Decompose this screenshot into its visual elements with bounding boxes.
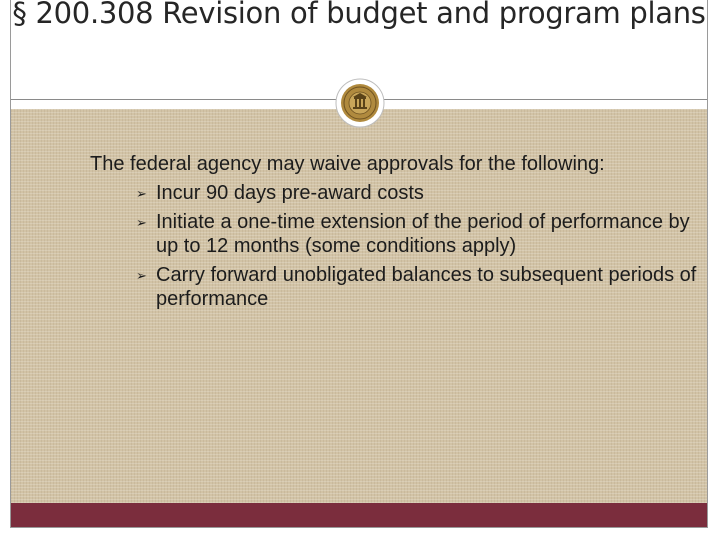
arrowhead-bullet-icon: ➢: [136, 186, 147, 201]
intro-text: The federal agency may waive approvals for the following:: [90, 153, 605, 175]
footer-bar: [11, 503, 707, 527]
bullet-text: Incur 90 days pre-award costs: [156, 182, 424, 204]
page-title: § 200.308 Revision of budget and program plans: [12, 0, 706, 30]
list-item: [136, 208, 700, 261]
arrowhead-bullet-icon: ➢: [136, 268, 147, 283]
list-item: [136, 179, 700, 208]
bullet-text: Carry forward unobligated balances to subsequent periods of performance: [156, 264, 697, 310]
arrowhead-bullet-icon: ➢: [136, 215, 147, 230]
university-seal-icon: [335, 78, 385, 128]
list-item: [136, 261, 700, 314]
bullet-list: [90, 179, 700, 314]
bullet-text: Initiate a one-time extension of the period of performance by up to 12 months (some conditions apply): [156, 211, 690, 257]
slide-body: [90, 150, 700, 314]
